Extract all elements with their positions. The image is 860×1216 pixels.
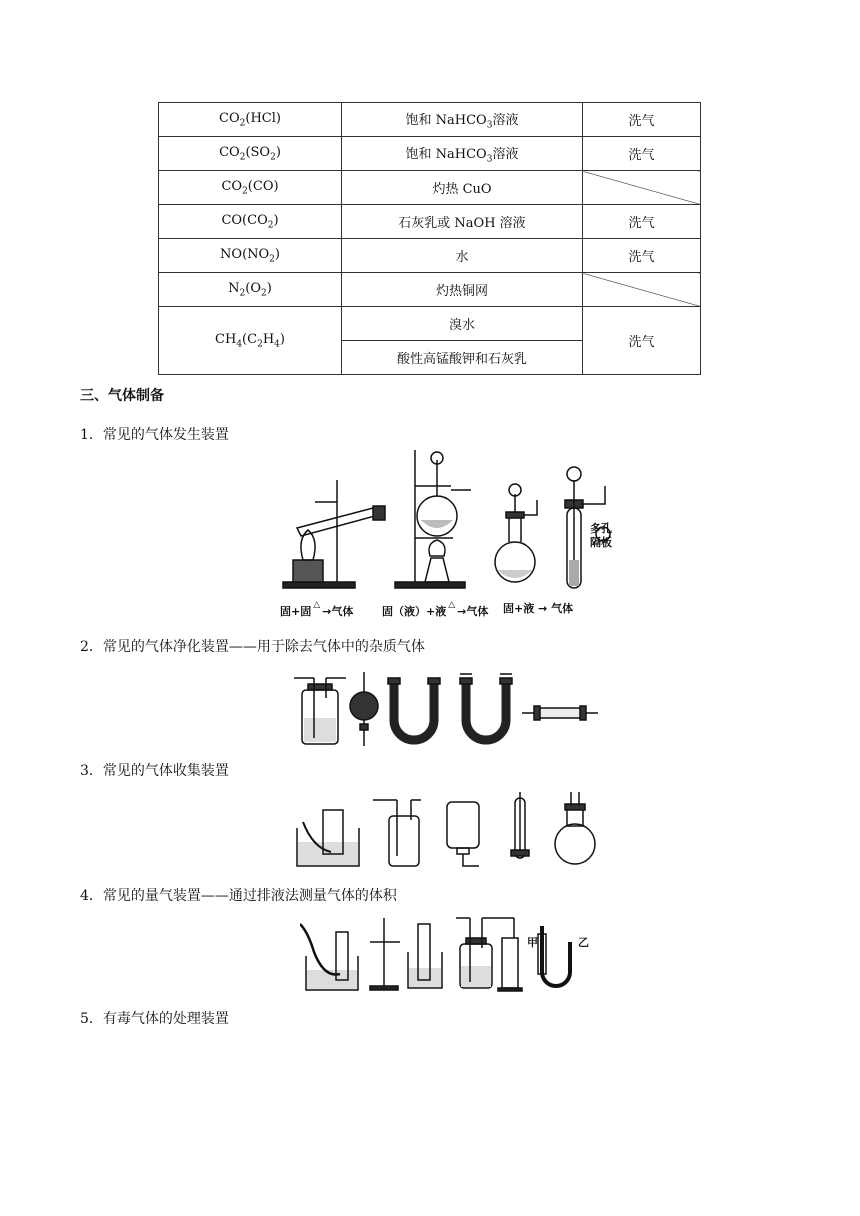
table-row bbox=[159, 171, 701, 205]
u-manometer bbox=[538, 926, 570, 986]
gas-purification-figure bbox=[290, 668, 600, 750]
item-heading: 3．常见的气体收集装置 bbox=[80, 763, 229, 779]
table-row bbox=[159, 273, 701, 307]
method-cell: 洗气 bbox=[583, 103, 701, 137]
item-heading: 1．常见的气体发生装置 bbox=[80, 427, 229, 443]
label-yi: 乙 bbox=[578, 936, 589, 949]
trough-with-cylinder bbox=[300, 924, 358, 990]
caption-solid-solid: 固+固 △ →气体 bbox=[280, 600, 354, 618]
reagent-cell: 饱和 NaHCO$_3$溶液 bbox=[342, 137, 583, 171]
item-heading: 4．常见的量气装置——通过排液法测量气体的体积 bbox=[80, 888, 397, 904]
purification-table bbox=[158, 102, 701, 375]
round-flask bbox=[555, 792, 595, 864]
gas-measuring-figure bbox=[300, 912, 600, 994]
method-cell-empty bbox=[583, 273, 701, 307]
gas-cell: $CO(CO_2)$ bbox=[159, 205, 342, 239]
solid-liquid-flask-apparatus bbox=[495, 484, 537, 582]
gas-cell: $CO_2(CO)$ bbox=[159, 171, 342, 205]
table-row bbox=[159, 239, 701, 273]
u-tube-1 bbox=[388, 678, 440, 740]
method-cell: 洗气 bbox=[583, 137, 701, 171]
collection-bottle bbox=[373, 800, 421, 866]
plate-label: 隔板 bbox=[590, 536, 612, 549]
table-row bbox=[159, 307, 701, 341]
gas-cell: $N_2(O_2)$ bbox=[159, 273, 342, 307]
inverted-bottle bbox=[447, 802, 479, 866]
caption-solid-liquid: 固+液 → 气体 bbox=[503, 602, 574, 615]
item-heading: 5．有毒气体的处理装置 bbox=[80, 1011, 229, 1027]
drying-bulb bbox=[350, 672, 378, 746]
reagent-cell: 酸性高锰酸钾和石灰乳 bbox=[342, 341, 583, 375]
porous-label: 多孔 bbox=[590, 522, 612, 535]
label-jia: 甲 bbox=[527, 936, 538, 949]
wash-bottle-measure bbox=[456, 918, 514, 988]
gas-collection-figure bbox=[293, 792, 603, 872]
beaker bbox=[408, 924, 442, 988]
test-tube bbox=[511, 792, 529, 858]
solid-solid-heating-apparatus bbox=[283, 480, 385, 588]
caption-solid-liquid-heat: 固（液）+液 △ →气体 bbox=[382, 600, 489, 618]
gas-cell: $CH_4(C_2H_4)$ bbox=[159, 307, 342, 375]
gas-cell: $NO(NO_2)$ bbox=[159, 239, 342, 273]
reagent-cell: 溴水 bbox=[342, 307, 583, 341]
gas-cell: $CO_2(SO_2)$ bbox=[159, 137, 342, 171]
solid-liquid-heating-apparatus bbox=[395, 450, 471, 588]
method-cell-empty bbox=[583, 171, 701, 205]
table-row bbox=[159, 103, 701, 137]
wash-bottle bbox=[294, 678, 346, 744]
section-title: 三、气体制备 bbox=[80, 388, 164, 404]
reagent-cell: 水 bbox=[342, 239, 583, 273]
method-cell: 洗气 bbox=[583, 239, 701, 273]
reagent-cell: 石灰乳或 NaOH 溶液 bbox=[342, 205, 583, 239]
reagent-cell: 灼热铜网 bbox=[342, 273, 583, 307]
reagent-cell: 灼热 CuO bbox=[342, 171, 583, 205]
gas-generation-figure bbox=[275, 450, 615, 620]
graduated-cylinder bbox=[498, 938, 522, 991]
reagent-cell: 饱和 NaHCO$_3$溶液 bbox=[342, 103, 583, 137]
method-cell: 洗气 bbox=[583, 307, 701, 375]
water-trough bbox=[297, 810, 359, 866]
table-row bbox=[159, 137, 701, 171]
combustion-tube bbox=[522, 706, 598, 720]
item-heading: 2．常见的气体净化装置——用于除去气体中的杂质气体 bbox=[80, 639, 425, 655]
method-cell: 洗气 bbox=[583, 205, 701, 239]
stand bbox=[370, 918, 400, 990]
gas-cell: $CO_2(HCl)$ bbox=[159, 103, 342, 137]
u-tube-2 bbox=[460, 674, 512, 740]
table-row bbox=[159, 205, 701, 239]
